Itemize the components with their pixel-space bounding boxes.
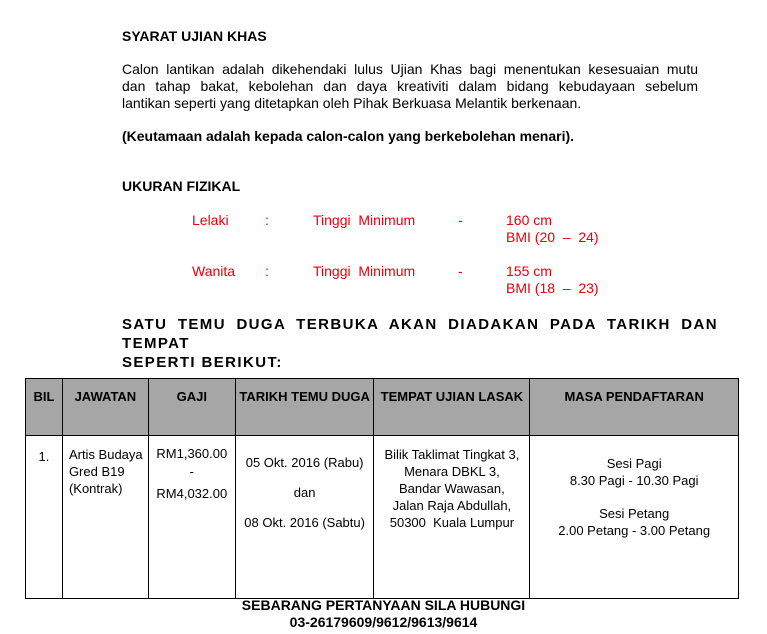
height-lelaki: 160 cm: [506, 212, 552, 228]
footer-phone-numbers: 03-26179609/9612/9613/9614: [289, 614, 478, 630]
tempat-line-3: Bandar Wawasan,: [399, 481, 505, 496]
masa-pagi: 8.30 Pagi - 10.30 Pagi: [569, 473, 699, 488]
syarat-line-1: Calon lantikan adalah dikehendaki lulus Ujian Khas bagi menentukan kesesuaian mutu: [122, 61, 698, 77]
colon-wanita: :: [265, 263, 269, 279]
header-gaji: GAJI: [148, 379, 235, 436]
cell-gaji: [148, 436, 235, 599]
height-wanita: 155 cm: [506, 263, 552, 279]
dash-wanita: -: [458, 263, 463, 279]
label-lelaki: Tinggi Minimum: [313, 212, 416, 228]
schedule-table: [25, 378, 739, 599]
section-title-syarat: SYARAT UJIAN KHAS: [122, 28, 267, 44]
footer-contact-label: SEBARANG PERTANYAAN SILA HUBUNGI: [241, 597, 526, 613]
sesi-pagi-label: Sesi Pagi: [606, 456, 662, 471]
cell-masa: [530, 436, 739, 599]
cell-tarikh: [235, 436, 374, 599]
syarat-line-2: dan tahap bakat, kebolehan dan daya kreativiti dalam bidang kebudayaan sebelum: [122, 78, 698, 94]
bmi-lelaki: BMI (20 – 24): [506, 229, 599, 245]
bmi-wanita: BMI (18 – 23): [506, 280, 599, 296]
dash-lelaki: -: [458, 212, 463, 228]
syarat-line-3: lantikan seperti yang ditetapkan oleh Pihak Berkuasa Melantik berkenaan.: [122, 95, 582, 111]
tempat-line-2: Menara DBKL 3,: [404, 464, 500, 479]
announcement: [122, 315, 718, 372]
cell-bil: 1.: [26, 436, 63, 599]
syarat-note: (Keutamaan adalah kepada calon-calon yang berkebolehan menari).: [122, 128, 575, 144]
gender-wanita: Wanita: [192, 263, 236, 279]
header-tempat: TEMPAT UJIAN LASAK: [374, 379, 530, 436]
jawatan-line-2: Gred B19: [68, 464, 125, 479]
header-masa: MASA PENDAFTARAN: [530, 379, 739, 436]
gender-lelaki: Lelaki: [192, 212, 229, 228]
tarikh-1: 05 Okt. 2016 (Rabu): [245, 455, 364, 470]
section-title-ukuran: UKURAN FIZIKAL: [122, 178, 241, 194]
header-tarikh: TARIKH TEMU DUGA: [235, 379, 374, 436]
gaji-separator: -: [189, 464, 194, 479]
announcement-line-2: SEPERTI BERIKUT:: [122, 354, 283, 371]
gaji-min: RM1,360.00: [156, 446, 228, 461]
tempat-line-5: 50300 Kuala Lumpur: [389, 515, 515, 530]
table-header-row: [26, 379, 739, 436]
masa-petang: 2.00 Petang - 3.00 Petang: [558, 523, 711, 538]
jawatan-line-1: Artis Budaya: [68, 447, 143, 462]
jawatan-line-3: (Kontrak): [68, 481, 123, 496]
tempat-line-1: Bilik Taklimat Tingkat 3,: [384, 447, 520, 462]
tempat-line-4: Jalan Raja Abdullah,: [392, 498, 512, 513]
syarat-paragraph: [122, 61, 698, 112]
header-bil: BIL: [26, 379, 63, 436]
colon-lelaki: :: [265, 212, 269, 228]
table-row: [26, 436, 739, 599]
tarikh-2: 08 Okt. 2016 (Sabtu): [244, 515, 365, 530]
announcement-line-1: SATU TEMU DUGA TERBUKA AKAN DIADAKAN PADA TARIKH DAN TEMPAT: [122, 316, 718, 352]
header-jawatan: JAWATAN: [62, 379, 148, 436]
gaji-max: RM4,032.00: [156, 486, 228, 501]
label-wanita: Tinggi Minimum: [313, 263, 416, 279]
cell-tempat: [374, 436, 530, 599]
cell-jawatan: [62, 436, 148, 599]
sesi-petang-label: Sesi Petang: [599, 506, 670, 521]
tarikh-separator: dan: [293, 485, 316, 500]
